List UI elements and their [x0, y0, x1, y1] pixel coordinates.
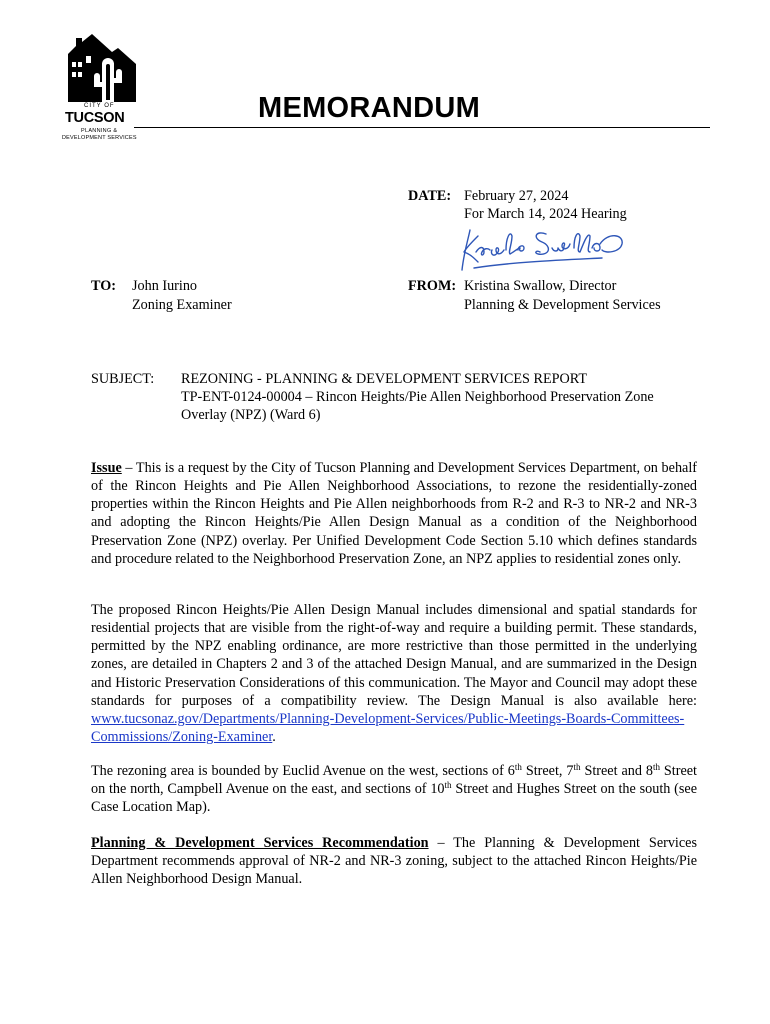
- from-name: Kristina Swallow, Director: [464, 278, 617, 294]
- area-sup-2: th: [573, 762, 581, 772]
- issue-paragraph: [91, 459, 697, 568]
- design-manual-paragraph: [91, 601, 697, 746]
- subject-line3: Overlay (NPZ) (Ward 6): [181, 407, 321, 423]
- signature-icon: [452, 222, 632, 274]
- logo-city-of: CITY OF: [84, 103, 115, 109]
- from-dept: Planning & Development Services: [464, 297, 661, 313]
- area-sup-1: th: [514, 762, 522, 772]
- subject-line2: TP-ENT-0124-00004 – Rincon Heights/Pie Allen Neighborhood Preservation Zone: [181, 389, 654, 405]
- area-sup-4: th: [444, 780, 452, 791]
- to-label: TO:: [91, 278, 116, 294]
- rezoning-area-paragraph: [91, 762, 697, 816]
- area-text-3: Street and 8: [580, 763, 653, 779]
- subject-label: SUBJECT:: [91, 371, 155, 387]
- logo-dept-line2: DEVELOPMENT SERVICES: [62, 135, 137, 141]
- date-label: DATE:: [408, 188, 452, 204]
- to-name: John Iurino: [132, 278, 198, 294]
- subject-line1: REZONING - PLANNING & DEVELOPMENT SERVICES REPORT: [181, 371, 588, 387]
- issue-heading: Issue: [91, 460, 122, 476]
- from-label: FROM:: [408, 278, 457, 294]
- logo-tucson: TUCSON: [65, 110, 125, 126]
- design-manual-end: .: [272, 729, 276, 746]
- area-text-5: Street and Hughes Street on the south (see Case Location Map).: [91, 781, 697, 816]
- memo-title: MEMORANDUM: [258, 92, 481, 124]
- area-text-1: The rezoning area is bounded by Euclid Avenue on the west, sections of 6: [91, 763, 515, 779]
- recommendation-heading: Planning & Development Services Recommendation: [91, 835, 429, 851]
- logo-dept-line1: PLANNING &: [81, 128, 118, 134]
- design-manual-text: The proposed Rincon Heights/Pie Allen Design Manual includes dimensional and spatial standards for residential projects that are visible from the right-of-way and require a building permit. These standards, permitted by the NPZ enabling ordinance, are more restrictive than those permitted in the underlying zones, are detailed in Chapters 2 and 3 of the attached Design Manual, and are summarized in the Design and Historic Preservation Considerations of this communication. The Mayor and Council may adopt these standards for purposes of a compatibility review. The Design Manual is also available here:: [91, 602, 697, 709]
- to-title: Zoning Examiner: [132, 297, 232, 313]
- title-rule: [134, 127, 710, 128]
- signature: [452, 222, 632, 279]
- hearing-date: For March 14, 2024 Hearing: [464, 206, 627, 222]
- recommendation-paragraph: [91, 834, 697, 888]
- zoning-examiner-link[interactable]: www.tucsonaz.gov/Departments/Planning-Development-Services/Public-Meetings-Boards-Committees-Commissions/Zoning-Examiner: [91, 710, 685, 746]
- area-text-4: Street on the north, Campbell Avenue on the east, and sections of 10: [91, 763, 698, 798]
- area-sup-3: th: [652, 762, 660, 772]
- recommendation-text: – The Planning & Development Services Department recommends approval of NR-2 and NR-3 zoning, subject to the attached Rincon Heights/Pie Allen Neighborhood Design Manual.: [91, 835, 697, 888]
- area-text-2: Street, 7: [521, 763, 574, 779]
- issue-text: – This is a request by the City of Tucson Planning and Development Services Department, on behalf of the Rincon Heights and Pie Allen Neighborhood Associations, to rezone the residentially-zoned properties within the Rincon Heights and Pie Allen neighborhoods from R-2 and R-3 to NR-2 and NR-3 and adopting the Rincon Heights/Pie Allen Design Manual as a condition of the Neighborhood Preservation Zone (NPZ) overlay. Per Unified Development Code Section 5.10 which defines standards and procedure related to the Neighborhood Preservation Zone, an NPZ applies to residential zones only.: [91, 460, 697, 567]
- date-value: February 27, 2024: [464, 188, 569, 204]
- mountain-cactus-emblem-icon: [62, 34, 146, 104]
